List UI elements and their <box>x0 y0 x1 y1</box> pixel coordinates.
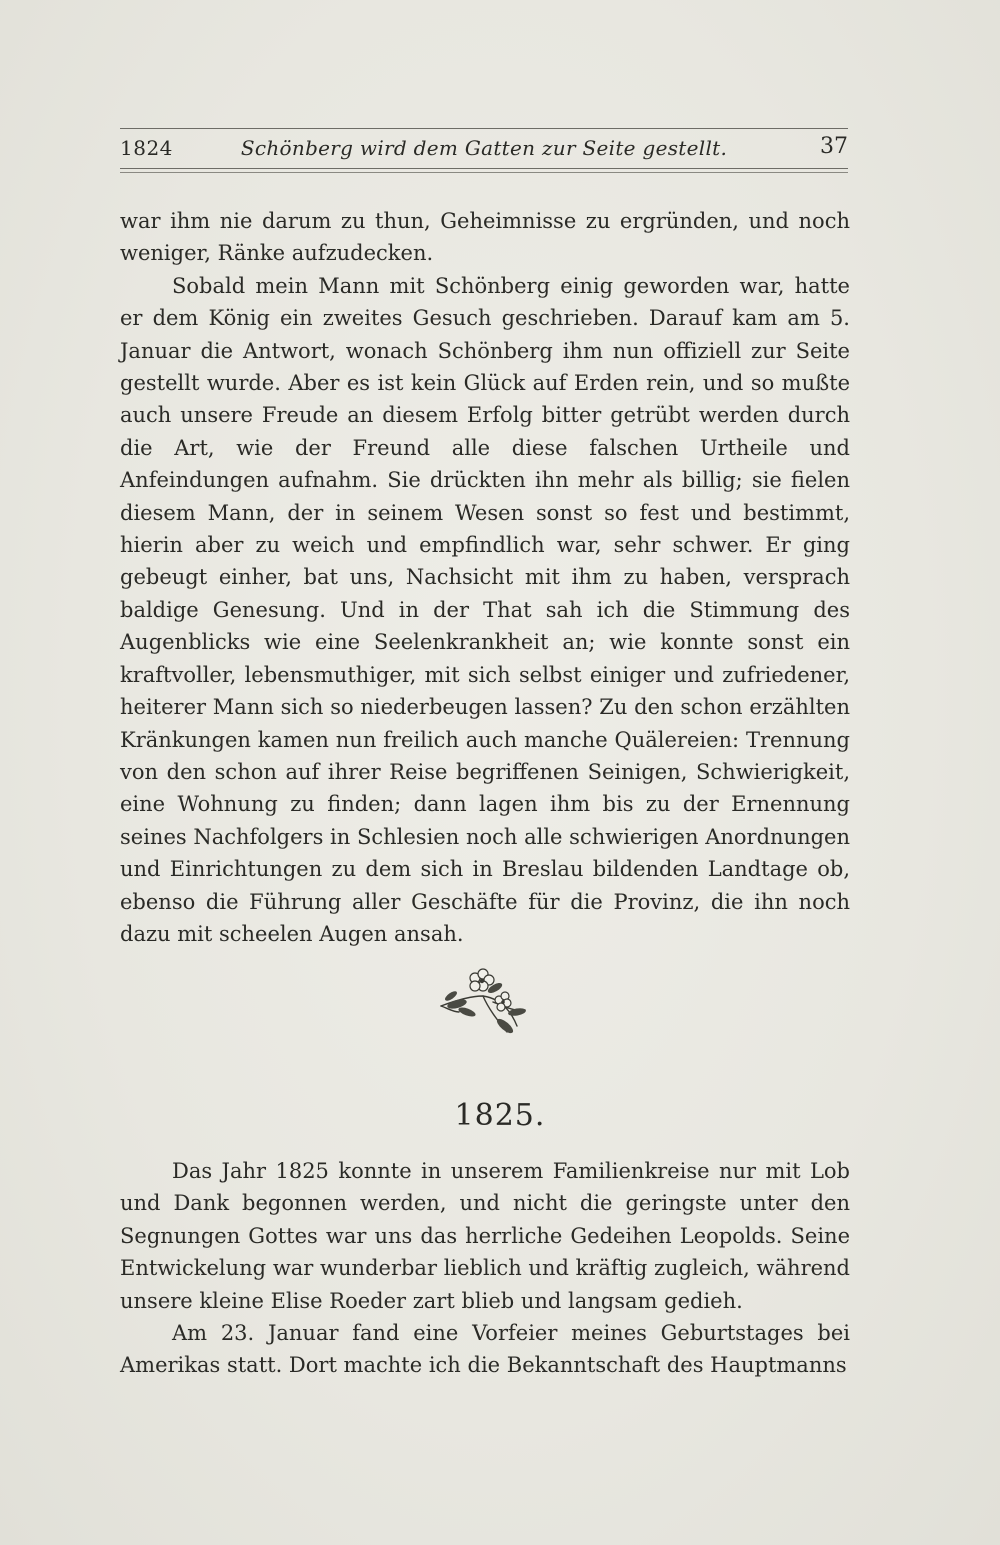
body-text-top <box>120 205 850 950</box>
floral-sprig-icon <box>437 966 529 1040</box>
paragraph: war ihm nie darum zu thun, Geheimnisse zu ergründen, und noch weniger, Ränke aufzudecken. <box>120 209 850 266</box>
paragraph: Am 23. Januar fand eine Vorfeier meines Geburtstages bei Amerikas statt. Dort machte ich die Bekanntschaft des Hauptmanns <box>120 1321 850 1378</box>
header-rule <box>120 172 848 173</box>
header-year: 1824 <box>120 136 173 160</box>
header-rule <box>120 168 848 169</box>
paragraph: Das Jahr 1825 konnte in unserem Familienkreise nur mit Lob und Dank begonnen werden, und nicht die geringste unter den Segnungen Gottes war uns das herrliche Gedeihen Leopolds. Seine Entwickelung war wunderbar lieblich und kräftig zugleich, während unsere kleine Elise Roeder zart blieb und langsam gedieh. <box>120 1159 850 1313</box>
section-heading: 1825. <box>454 1098 546 1133</box>
running-header <box>120 128 848 174</box>
header-title: Schönberg wird dem Gatten zur Seite gestellt. <box>240 136 728 160</box>
header-rule <box>120 128 848 129</box>
page-number: 37 <box>820 134 848 159</box>
paragraph: Sobald mein Mann mit Schönberg einig geworden war, hatte er dem König ein zweites Gesuch geschrieben. Darauf kam am 5. Januar die Antwort, wonach Schönberg ihm nun offiziell zur Seite gestellt wurde. Aber es ist kein Glück auf Erden rein, und so mußte auch unsere Freude an diesem Erfolg bitter getrübt werden durch die Art, wie der Freund alle diese falschen Urtheile und Anfeindungen aufnahm. Sie drückten ihn mehr als billig; sie fielen diesem Mann, der in seinem Wesen sonst so fest und bestimmt, hierin aber zu weich und empfindlich war, sehr schwer. Er ging gebeugt einher, bat uns, Nachsicht mit ihm zu haben, versprach baldige Genesung. Und in der That sah ich die Stimmung des Augenblicks wie eine Seelenkrankheit an; wie konnte sonst ein kraftvoller, lebensmuthiger, mit sich selbst einiger und zufriedener, heiterer Mann sich so niederbeugen lassen? Zu den schon erzählten Kränkungen kamen nun freilich auch manche Quälereien: Trennung von den schon auf ihrer Reise begriffenen Seinigen, Schwierigkeit, eine Wohnung zu finden; dann lagen ihm bis zu der Ernennung seines Nachfolgers in Schlesien noch alle schwierigen Anordnungen und Einrichtungen zu dem sich in Breslau bildenden Landtage ob, ebenso die Führung aller Geschäfte für die Provinz, die ihn noch dazu mit scheelen Augen ansah. <box>120 273 850 946</box>
body-text-bottom <box>120 1155 850 1382</box>
